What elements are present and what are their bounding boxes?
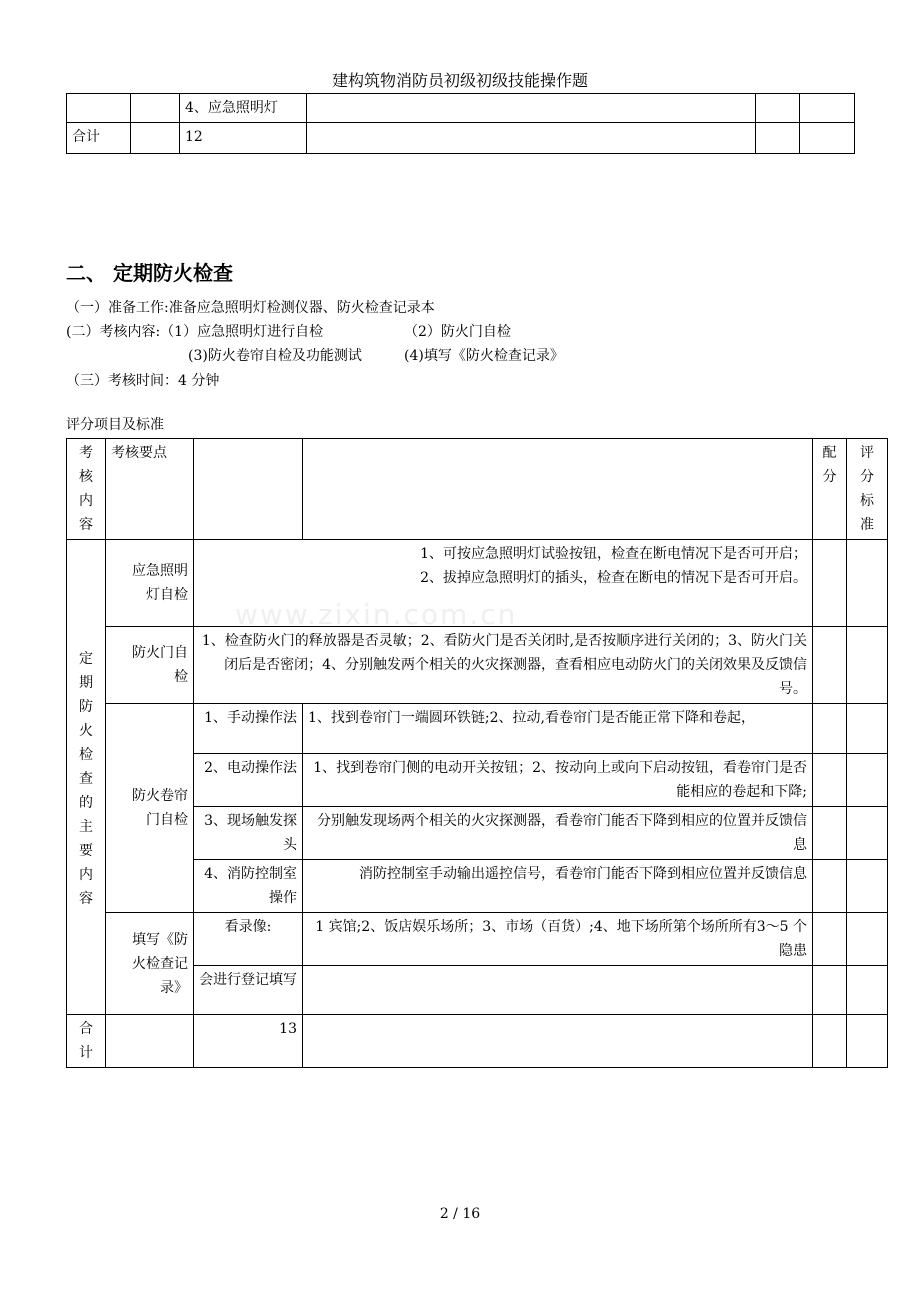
table-header-row xyxy=(67,439,888,540)
record-label: 填写《防 火检查记 录》 xyxy=(106,913,194,1015)
shutter-text-4: 消防控制室手动输出遥控信号，看卷帘门能否下降到相应位置并反馈信息 xyxy=(303,860,813,913)
table-row xyxy=(67,123,855,154)
shutter-method-2: 2、电动操作法 xyxy=(194,754,303,807)
shutter-method-4: 4、消防控制室操作 xyxy=(194,860,303,913)
shutter-method-3: 3、现场触发探头 xyxy=(194,807,303,860)
table-caption: 评分项目及标准 xyxy=(66,417,164,433)
record-method-1: 看录像: xyxy=(194,913,303,966)
section-heading: 二、 定期防火检查 xyxy=(66,261,233,285)
exam-content-item: (4)填写《防火检查记录》 xyxy=(404,348,564,364)
header-score: 配 分 xyxy=(813,439,847,540)
shutter-text-2: 1、找到卷帘门侧的电动开关按钮；2、按动向上或向下启动按钮，看卷帘门是否能相应的卷起和下降; xyxy=(303,754,813,807)
total-label: 合计 xyxy=(67,123,131,154)
total-label: 合 计 xyxy=(67,1015,106,1068)
shutter-text-3: 分别触发现场两个相关的火灾探测器，看卷帘门能否下降到相应的位置并反馈信息 xyxy=(303,807,813,860)
watermark: www.zixin.com.cn xyxy=(235,598,518,631)
category-cell: 定 期 防 火 检 查 的 主 要 内 容 xyxy=(67,540,106,1015)
exam-time-text: （三）考核时间：4 分钟 xyxy=(66,373,220,389)
header-content: 考 核 内 容 xyxy=(67,439,106,540)
table-row xyxy=(67,913,888,966)
total-value: 12 xyxy=(180,123,307,154)
emergency-light-point-2: 2、拔掉应急照明灯的插头，检查在断电的情况下是否可开启。 xyxy=(420,570,807,586)
emergency-light-points xyxy=(194,540,813,627)
header-standard: 评 分 标 准 xyxy=(847,439,888,540)
emergency-light-label: 应急照明 灯自检 xyxy=(106,540,194,627)
page-number: 2 / 16 xyxy=(439,1206,481,1222)
emergency-light-point-1: 1、可按应急照明灯试验按钮，检查在断电情况下是否可开启； xyxy=(420,546,807,562)
table-row xyxy=(67,1015,888,1068)
shutter-label: 防火卷帘 门自检 xyxy=(106,704,194,913)
fire-door-points: 1、检查防火门的释放器是否灵敏；2、看防火门是否关闭时,是否按顺序进行关闭的；3、防火门关闭后是否密闭；4、分别触发两个相关的火灾探测器，查看相应电动防火门的关闭效果及反馈信号。 xyxy=(194,627,813,704)
top-score-table xyxy=(66,93,855,154)
preparation-text: （一）准备工作:准备应急照明灯检测仪器、防火检查记录本 xyxy=(66,300,435,316)
table-row xyxy=(67,704,888,754)
total-value: 13 xyxy=(194,1015,303,1068)
record-method-2: 会进行登记填写 xyxy=(194,966,303,1015)
header-points: 考核要点 xyxy=(106,439,194,540)
document-header-title: 建构筑物消防员初级初级技能操作题 xyxy=(331,71,588,90)
table-row xyxy=(67,627,888,704)
exam-content-item: (3)防火卷帘自检及功能测试 xyxy=(188,348,362,364)
record-text-1: 1 宾馆;2、饭店娱乐场所；3、市场（百货）;4、地下场所第个场所所有3～5 个隐患 xyxy=(303,913,813,966)
scoring-table xyxy=(66,438,888,1068)
fire-door-label: 防火门自 检 xyxy=(106,627,194,704)
table-row xyxy=(67,540,888,627)
exam-content-label: (二）考核内容:（1）应急照明灯进行自检 xyxy=(66,324,324,340)
table-cell: 4、应急照明灯 xyxy=(180,94,307,123)
exam-content-item: （2）防火门自检 xyxy=(404,324,511,340)
table-row xyxy=(67,94,855,123)
shutter-method-1: 1、手动操作法 xyxy=(194,704,303,754)
shutter-text-1: 1、找到卷帘门一端圆环铁链;2、拉动,看卷帘门是否能正常下降和卷起， xyxy=(303,704,813,754)
